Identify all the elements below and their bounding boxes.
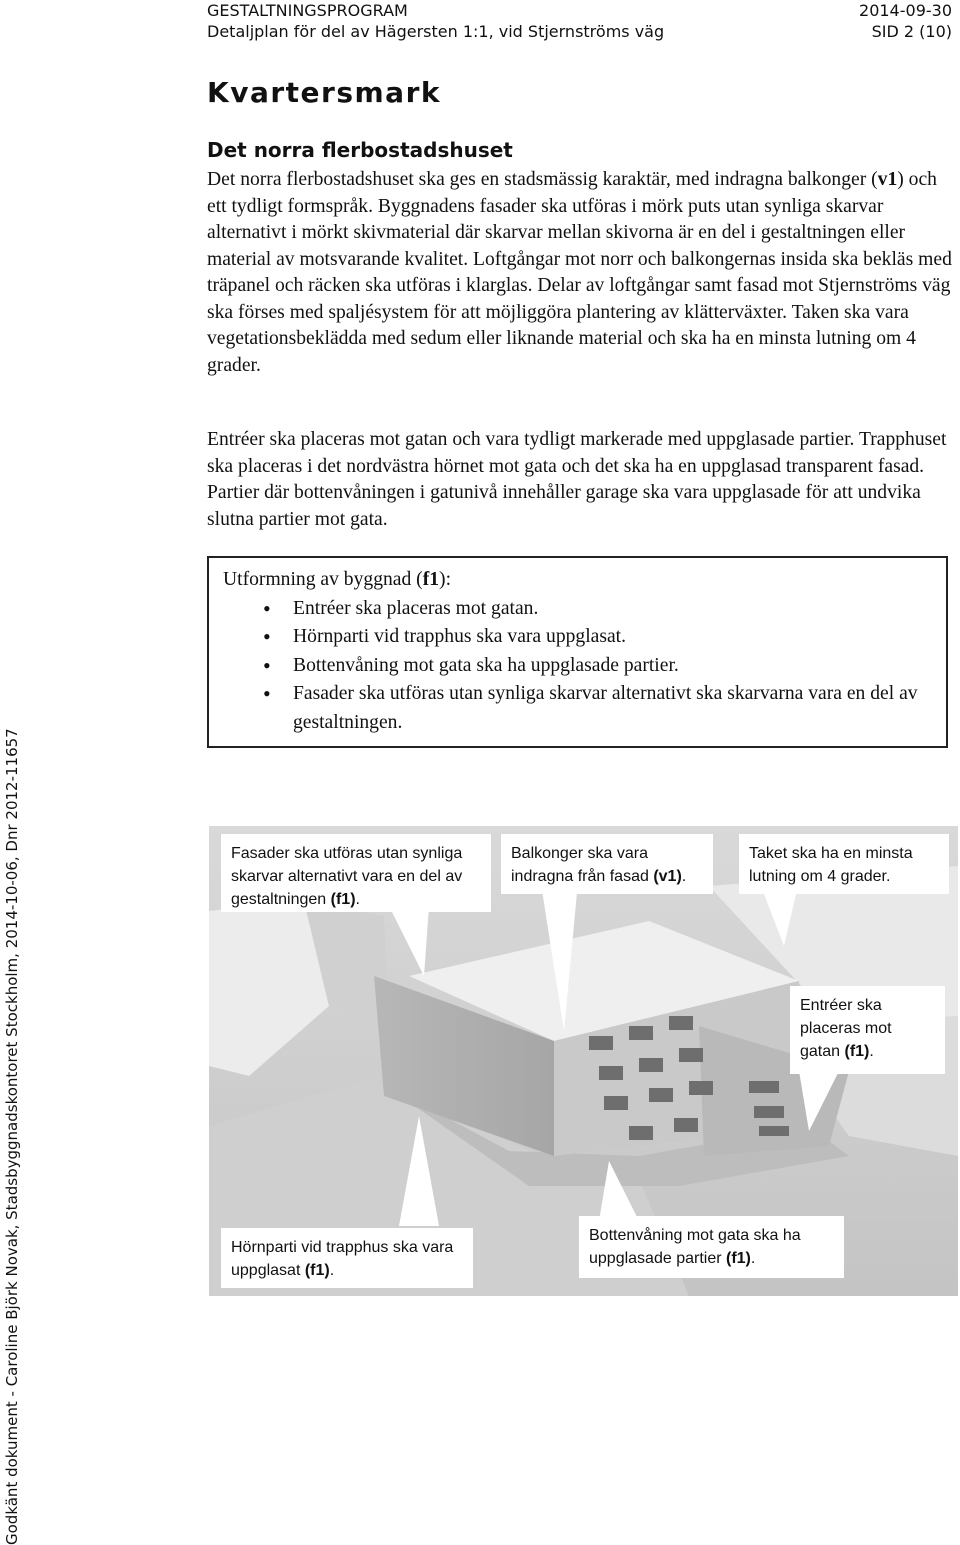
document-header-right [859,0,952,42]
callout-ground-end: . [750,1250,756,1267]
list-item: • Hörnparti vid trapphus ska vara uppglasat. [223,623,932,652]
callout-entry [790,986,945,1074]
code-v1: v1 [877,169,898,190]
callout-roof [739,834,949,894]
callout-entry-end: . [869,1043,874,1060]
callout-corner-end: . [329,1262,335,1279]
callout-balcony [501,834,713,894]
callout-corner-code: (f1) [304,1262,330,1279]
paragraph-1 [207,167,955,379]
callout-ground-floor [579,1216,844,1278]
callout-ground-text: Bottenvåning mot gata ska ha uppglasade partier [589,1227,801,1267]
section-title: Det norra flerbostadshuset [207,138,513,162]
callout-facade-end: . [355,891,360,908]
callout-facade-code: (f1) [330,891,356,908]
list-item: • Bottenvåning mot gata ska ha uppglasade partier. [223,652,932,681]
callout-facade [221,834,491,912]
building-model-figure [209,826,958,1296]
code-f1: f1 [422,569,440,590]
requirements-list [223,595,932,738]
callout-corner-text: Hörnparti vid trapphus ska vara uppglasat [231,1239,454,1279]
callout-roof-text: Taket ska ha en minsta lutning om 4 grader. [749,845,913,885]
paragraph-2: Entréer ska placeras mot gatan och vara tydligt markerade med uppglasade partier. Trapphuset ska placeras i det nordvästra hörnet mot gata och det ska ha en uppglasad transparent fasad. Partier där bottenvåningen i gatunivå innehåller garage ska vara uppglasade för att undvika slutna partier mot gata. [207,429,947,530]
callout-balcony-end: . [681,868,687,885]
requirements-title-text: Utformning av byggnad ( [223,569,423,590]
document-header-left [207,0,664,42]
approval-stamp-text: Godkänt dokument - Caroline Björk Novak, Stadsbyggnadskontoret Stockholm, 2014-10-06, Dnr 2012-11657 [3,728,21,1545]
callout-ground-code: (f1) [725,1250,751,1267]
list-item: • Fasader ska utföras utan synliga skarvar alternativt ska skarvarna vara en del av gestaltningen. [223,680,932,737]
page-title: Kvartersmark [207,76,442,109]
page-number: SID 2 (10) [871,22,952,41]
callout-entry-code: (f1) [844,1043,870,1060]
paragraph-1-part-a: Det norra flerbostadshuset ska ges en stadsmässig karaktär, med indragna balkonger ( [207,169,878,190]
requirements-box [207,556,948,748]
callout-balcony-text: Balkonger ska vara indragna från fasad [511,845,654,885]
callout-facade-text: Fasader ska utföras utan synliga skarvar alternativt vara en del av gestaltningen [231,845,463,908]
requirements-title-end: ): [439,569,452,590]
callout-entry-text: Entréer ska placeras mot gatan [800,997,892,1060]
document-subtitle: Detaljplan för del av Hägersten 1:1, vid Stjernströms väg [207,22,665,41]
requirements-title [223,566,932,595]
list-item: • Entréer ska placeras mot gatan. [223,595,932,624]
document-type: GESTALTNINGSPROGRAM [207,1,408,20]
callout-balcony-code: (v1) [653,868,682,885]
paragraph-1-part-b: ) och ett tydligt formspråk. Byggnadens fasader ska utföras i mörk puts utan synliga skarvar alternativt i mörkt skivmaterial där skarvar mellan skivorna är en del i gestaltningen eller material av motsvarande kvalitet. Loftgångar mot norr och balkongernas insida ska bekläs med träpanel och räcken ska utföras i klarglas. Delar av loftgångar samt fasad mot Stjernströms väg ska förses med spaljésystem för att möjliggöra plantering av klätterväxter. Taken ska vara vegetationsbeklädda med sedum eller liknande material och ska ha en minsta lutning om 4 grader. [207,169,952,376]
document-date: 2014-09-30 [859,1,952,20]
callout-corner [221,1228,473,1288]
